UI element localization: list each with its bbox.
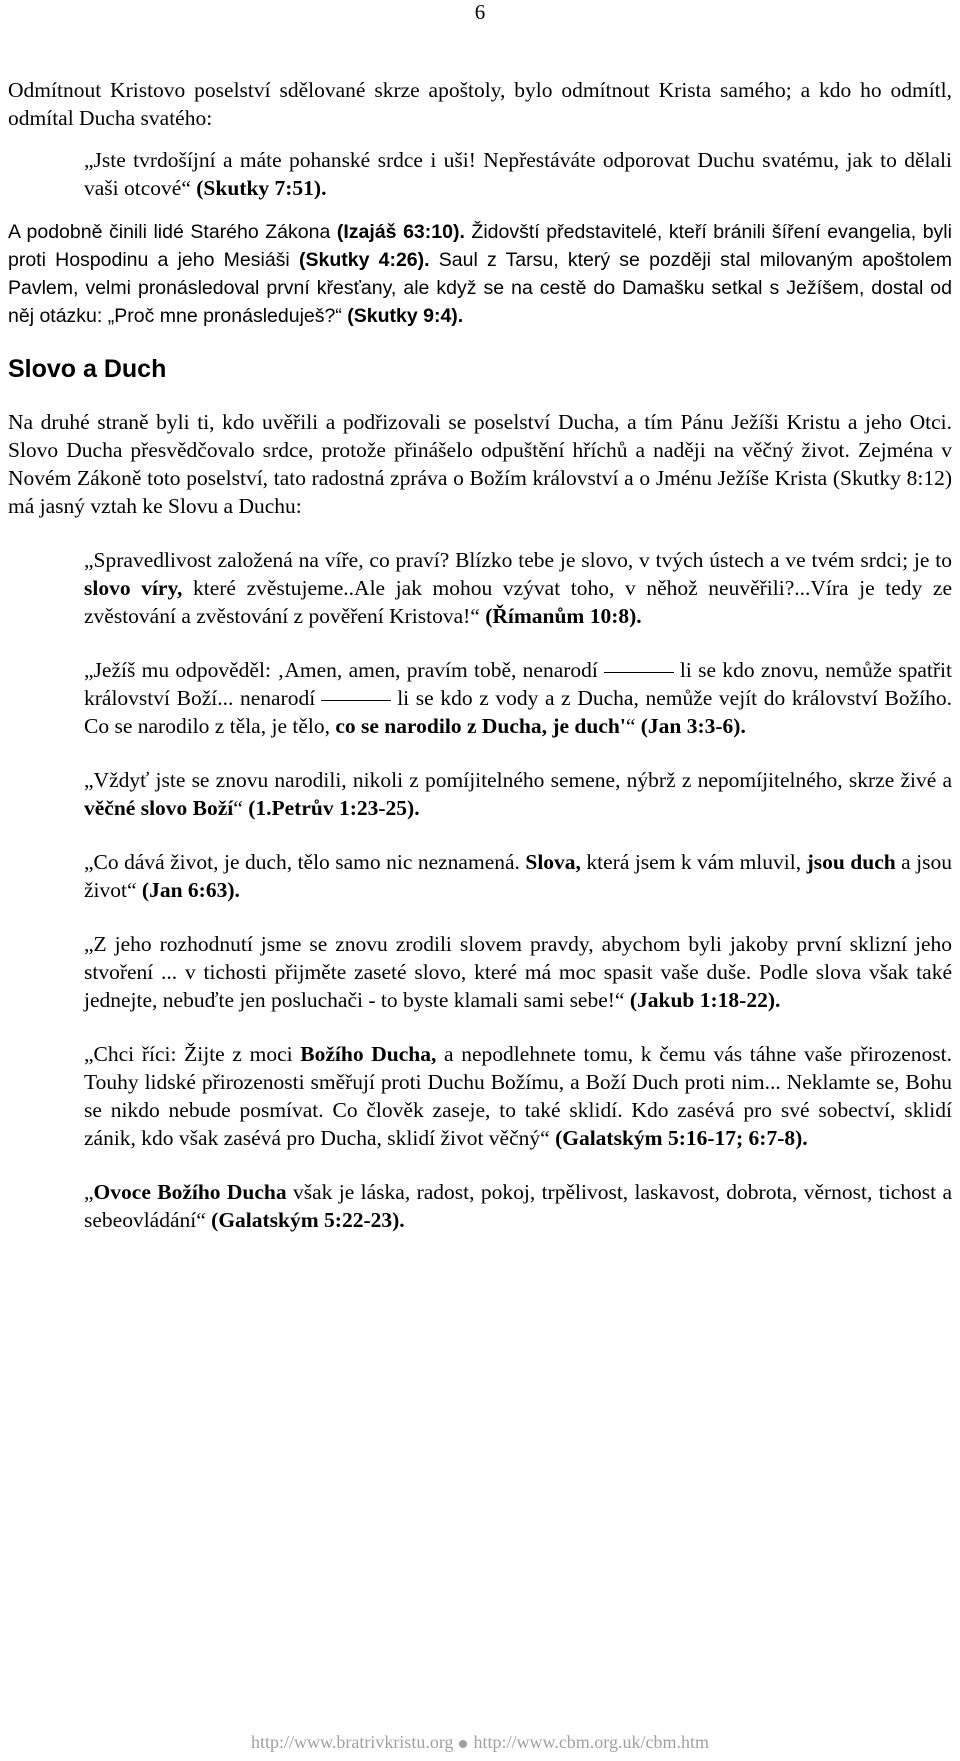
scripture-reference: (Jakub 1:18-22). [629, 988, 781, 1012]
quote-text: li se kdo znovu, nemůže spatřit království Boží... nenarodí [84, 658, 952, 710]
quote-text: „Chci říci: Žijte z moci [84, 1042, 301, 1066]
paragraph-text: Na druhé straně byli ti, kdo uvěřili a podřizovali se poselství Ducha, a tím Pánu Ježíši Kristu a jeho Otci. Slovo Ducha přesvědčovalo srdce, protože přinášelo odpuštění hříchů a naději na věčný život. Zejména v Novém Zákoně toto poselství, tato radostná zpráva o Božím království a o Jménu Ježíše Krista (Skutky 8:12) má jasný vztah ke Slovu a Duchu: [8, 410, 952, 518]
quote-acts-7-51 [8, 146, 952, 202]
paragraph-text: Saul z Tarsu, který se později stal milovaným apoštolem Pavlem, velmi pronásledoval první křesťany, ale když se na cestě do Damašku setkal s Ježíšem, dostal od něj otázku: „Proč mne pronásleduješ?“ [8, 249, 952, 327]
quote-emphasis: slovo víry, [84, 576, 183, 600]
quote-galatians-5-16 [8, 1040, 952, 1152]
quote-john-3-3 [8, 656, 952, 740]
quote-text: a nepodlehnete tomu, k čemu vás táhne vaše přirozenost. Touhy lidské přirozenosti směřují proti Duchu Božímu, a Boží Duch proti nim... Neklamte se, Bohu se nikdo nebude posmívat. Co člověk zaseje, to také sklidí. Kdo zasévá pro své sobectví, sklidí zánik, kdo však zasévá pro Ducha, sklidí život věčný“ [84, 1042, 952, 1150]
em-dash [604, 672, 674, 673]
quote-text: však je láska, radost, pokoj, trpělivost, laskavost, dobrota, věrnost, tichost a sebeovládání“ [84, 1180, 952, 1232]
quote-emphasis: Slova, [525, 850, 581, 874]
quote-text: „ [84, 1180, 94, 1204]
paragraph-intro [8, 76, 952, 132]
quote-emphasis: věčné slovo Boží [84, 796, 234, 820]
scripture-reference: (Galatským 5:16-17; 6:7-8). [555, 1126, 808, 1150]
quote-text: „Z jeho rozhodnutí jsme se znovu zrodili slovem pravdy, abychom byli jakoby první sklizní jeho stvoření ... v tichosti přijměte zaseté slovo, které má moc spasit vaše duše. Podle slova však také jednejte, nebuďte jen posluchači - to byste klamali sami sebe!“ [84, 932, 952, 1012]
quote-romans-10-8 [8, 546, 952, 630]
bullet-separator-icon [459, 1740, 467, 1748]
quote-text: které zvěstujeme..Ale jak mohou vzývat toho, v něhož neuvěřili?...Víra je tedy ze zvěstování a zvěstování z pověření Kristova!“ [84, 576, 953, 628]
em-dash [321, 700, 391, 701]
quote-text: která jsem k vám mluvil, [580, 850, 807, 874]
quote-james-1-18 [8, 930, 952, 1014]
quote-emphasis: Božího Ducha, [300, 1042, 437, 1066]
quote-emphasis: Ovoce Božího Ducha [93, 1180, 287, 1204]
quote-text: „Spravedlivost založená na víře, co praví? Blízko tebe je slovo, v tvých ústech a ve tvém srdci; je to [84, 548, 952, 572]
footer-link-cbm[interactable]: http://www.cbm.org.uk/cbm.htm [473, 1732, 709, 1752]
scripture-reference: (Skutky 9:4). [347, 305, 464, 327]
scripture-reference: (Jan 3:3-6). [640, 714, 746, 738]
paragraph-text: Židovští představitelé, kteří bránili šíření evangelia, byli proti Hospodinu a jeho Mesiáši [8, 221, 952, 271]
quote-john-6-63 [8, 848, 952, 904]
quote-text: a jsou život“ [84, 850, 952, 902]
scripture-reference: (Galatským 5:22-23). [211, 1208, 405, 1232]
paragraph-intro-text: Odmítnout Kristovo poselství sdělované skrze apoštoly, bylo odmítnout Krista samého; a kdo ho odmítl, odmítal Ducha svatého: [8, 78, 952, 130]
quote-emphasis: co se narodilo z Ducha, je duch' [335, 714, 626, 738]
quote-text: „Ježíš mu odpověděl: ‚Amen, amen, pravím tobě, nenarodí [84, 658, 598, 682]
quote-emphasis: jsou duch [806, 850, 896, 874]
document-body [8, 76, 952, 1234]
scripture-reference: (1.Petrův 1:23-25). [248, 796, 420, 820]
paragraph-opposition [8, 218, 952, 330]
quote-text: “ [625, 714, 641, 738]
paragraph-text: A podobně činili lidé Starého Zákona [8, 221, 337, 243]
quote-text: „Jste tvrdošíjní a máte pohanské srdce i uši! Nepřestáváte odporovat Duchu svatému, jak to dělali vaši otcové“ [84, 148, 952, 200]
quote-text: li se kdo z vody a z Ducha, nemůže vejít do království Božího. Co se narodilo z těla, je tělo, [84, 686, 952, 738]
scripture-reference: (Římanům 10:8). [485, 604, 642, 628]
scripture-reference: (Skutky 7:51). [196, 176, 327, 200]
section-heading: Slovo a Duch [8, 355, 167, 383]
footer-link-bratrivkristu[interactable]: http://www.bratrivkristu.org [251, 1732, 454, 1752]
quote-text: „Vždyť jste se znovu narodili, nikoli z pomíjitelného semene, nýbrž z nepomíjitelného, skrze živé a [84, 768, 952, 792]
quote-galatians-5-22 [8, 1178, 952, 1234]
quote-1-peter-1-23 [8, 766, 952, 822]
scripture-reference: (Skutky 4:26). [298, 249, 430, 271]
page-footer [0, 1732, 960, 1753]
paragraph-word-and-spirit [8, 408, 952, 520]
scripture-reference: (Izajáš 63:10). [336, 221, 465, 243]
page-number: 6 [474, 0, 486, 24]
scripture-reference: (Jan 6:63). [141, 878, 240, 902]
quote-text: „Co dává život, je duch, tělo samo nic neznamená. [84, 850, 526, 874]
quote-text: “ [233, 796, 249, 820]
